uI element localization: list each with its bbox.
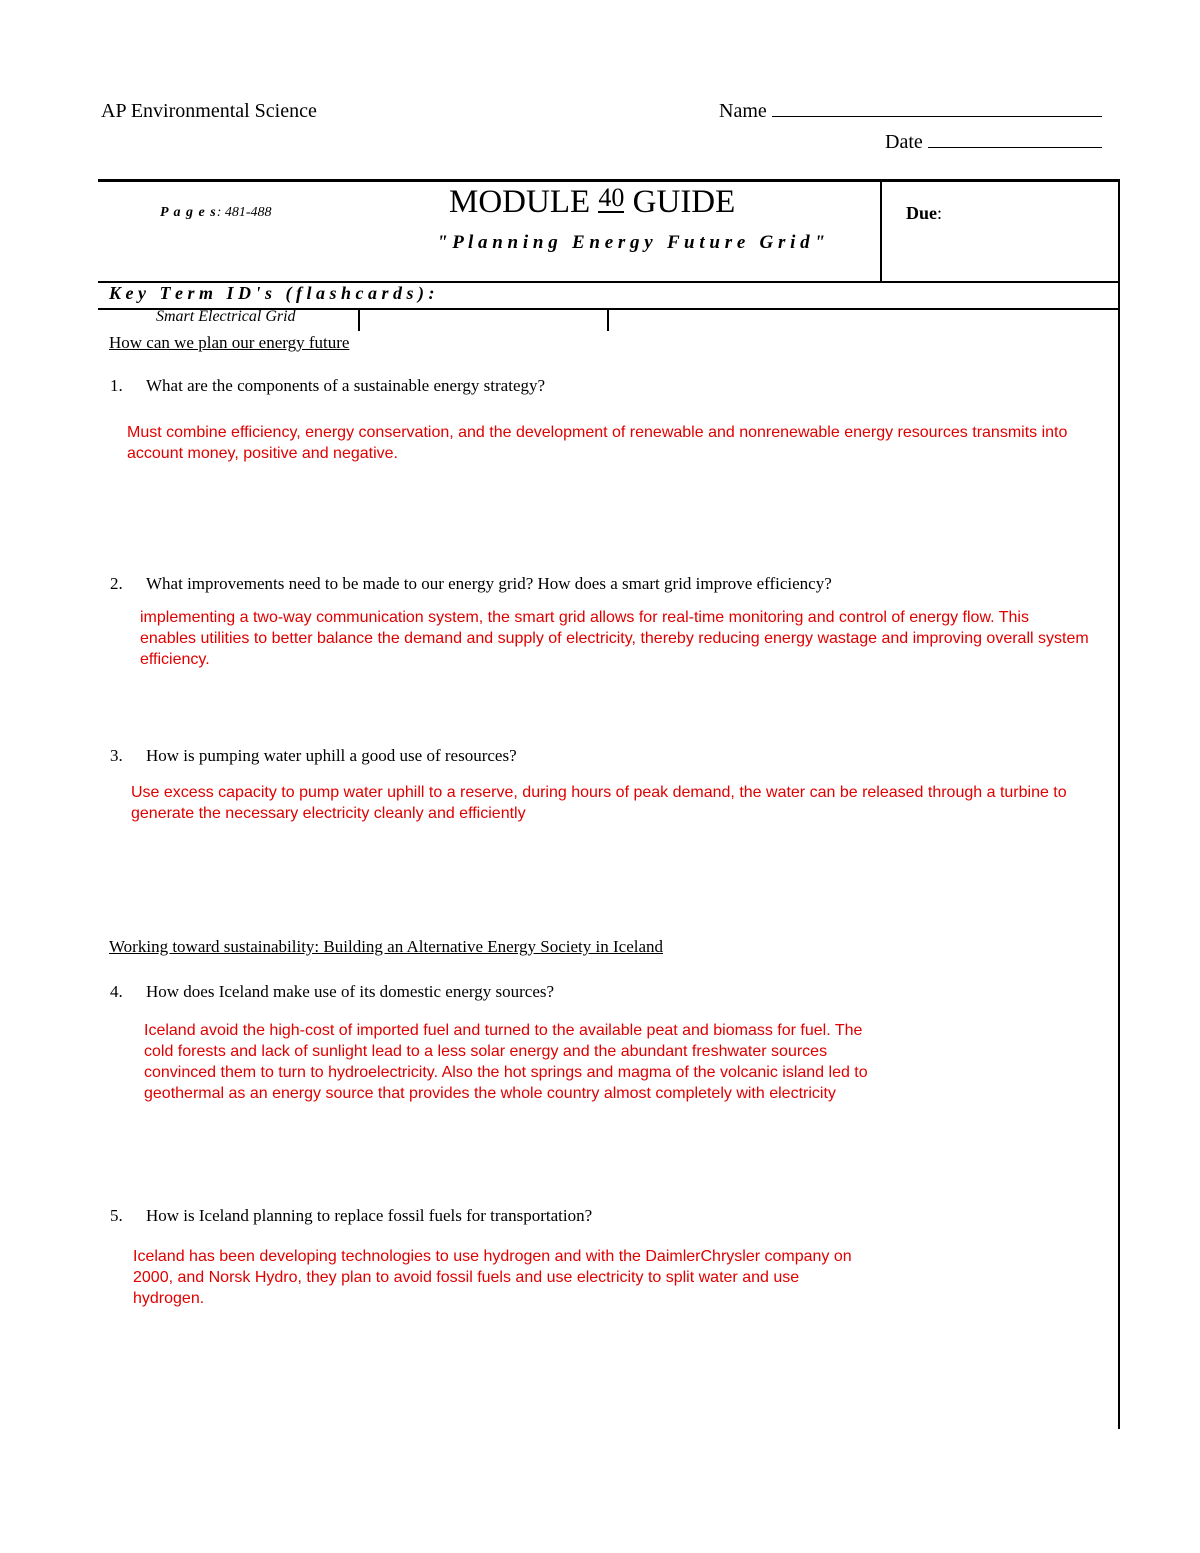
question-number: 4. [110,982,123,1001]
pages-info [160,205,272,221]
section-heading-energy-future: How can we plan our energy future [109,333,350,352]
question-text: How does Iceland make use of its domestic energy sources? [146,982,555,1001]
answer-line: 2000, and Norsk Hydro, they plan to avoid fossil fuels and use electricity to split water and use [133,1269,800,1286]
date-field[interactable] [885,131,1102,154]
module-subtitle: " P l a n n i n g E n e r g y F u t u r e G r i d " [437,232,825,253]
answer-line: cold forests and lack of sunlight lead to a less solar energy and the abundant freshwater sources [144,1043,828,1060]
module-title [449,184,735,221]
key-term-divider-1 [358,309,360,331]
answer-1 [127,422,1187,464]
answer-line: Iceland has been developing technologies to use hydrogen and with the DaimlerChrysler company on [133,1248,852,1265]
name-field[interactable] [719,100,1102,123]
question-5 [110,1206,592,1226]
pages-label: P a g e s [160,205,217,220]
answer-4 [144,1020,1044,1104]
question-text: How is Iceland planning to replace fossil fuels for transportation? [146,1206,593,1225]
answer-2 [140,607,1190,670]
answer-3 [131,782,1171,824]
question-text: What improvements need to be made to our energy grid? How does a smart grid improve efficiency? [146,574,832,593]
title-box-top-border [98,179,1120,182]
due-field [906,203,942,224]
question-text: How is pumping water uphill a good use of resources? [146,746,517,765]
answer-line: geothermal as an energy source that provides the whole country almost completely with electricity [144,1085,836,1102]
answer-line: Iceland avoid the high-cost of imported fuel and turned to the available peat and biomass for fuel. The [144,1022,863,1039]
module-word: MODULE [449,184,591,220]
question-number: 3. [110,746,123,765]
course-title: AP Environmental Science [101,100,317,122]
due-label: Due [906,203,937,223]
answer-line: enables utilities to better balance the demand and supply of electricity, thereby reducing energy wastage and improving overall system [140,630,1089,647]
pages-value: : 481-488 [216,205,272,220]
name-label: Name [719,100,767,122]
answer-line: Must combine efficiency, energy conservation, and the development of renewable and nonrenewable energy resources transmits into [127,424,1068,441]
answer-line: generate the necessary electricity cleanly and efficiently [131,805,526,822]
question-number: 5. [110,1206,123,1225]
due-colon: : [937,203,943,223]
guide-word: GUIDE [632,184,736,220]
answer-line: Use excess capacity to pump water uphill to a reserve, during hours of peak demand, the water can be released through a turbine to [131,784,1067,801]
question-number: 2. [110,574,123,593]
answer-line: account money, positive and negative. [127,445,398,462]
answer-5 [133,1246,1033,1309]
question-number: 1. [110,376,123,395]
question-text: What are the components of a sustainable energy strategy? [146,376,546,395]
due-box-divider [880,181,882,283]
key-term-item: Smart Electrical Grid [156,308,296,325]
answer-line: efficiency. [140,651,210,668]
key-term-divider-2 [607,309,609,331]
question-3 [110,746,517,766]
answer-line: convinced them to turn to hydroelectricity. Also the hot springs and magma of the volcanic island led to [144,1064,868,1081]
section-heading-iceland: Working toward sustainability: Building an Alternative Energy Society in Iceland [109,937,664,956]
date-blank[interactable] [928,147,1102,148]
key-terms-heading: K e y T e r m I D ' s ( f l a s h c a r d s ) : [109,283,435,303]
answer-line: implementing a two-way communication system, the smart grid allows for real-time monitoring and control of energy flow. This [140,609,1029,626]
answer-line: hydrogen. [133,1290,205,1307]
date-label: Date [885,131,923,153]
question-2 [110,574,832,594]
question-1 [110,376,545,396]
name-blank[interactable] [772,116,1102,117]
module-number: 40 [598,183,625,212]
question-4 [110,982,554,1002]
